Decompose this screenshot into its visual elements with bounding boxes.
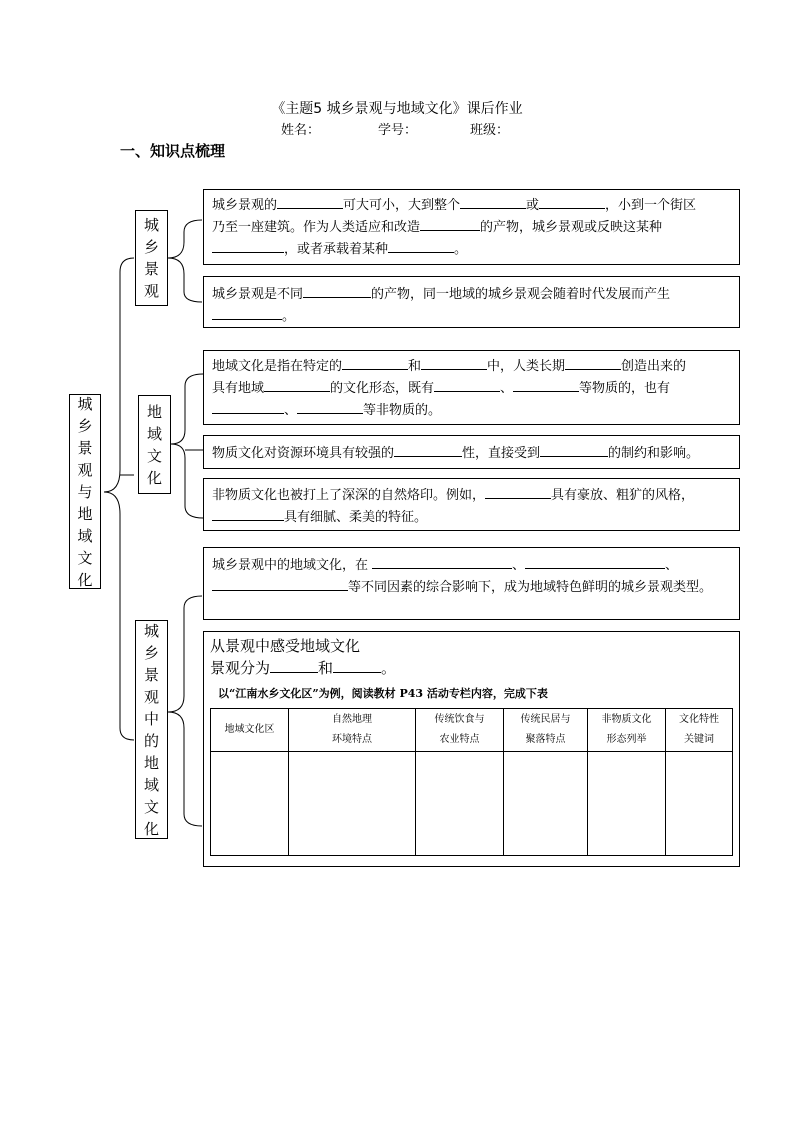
fill-blank[interactable] (212, 305, 282, 320)
header-text: 传统饮食与 (434, 714, 485, 725)
fill-blank[interactable] (212, 399, 284, 414)
text-segment: 地域文化是指在特定的 (212, 359, 343, 374)
branch-box-regional-culture-in-landscape (135, 620, 168, 839)
branch-char: 化 (146, 468, 162, 487)
answer-cell[interactable] (289, 752, 416, 856)
text-segment: 城乡景观是不同 (212, 287, 304, 302)
fill-blank[interactable] (372, 554, 512, 569)
fill-blank[interactable] (565, 355, 621, 370)
culture-region-table (210, 708, 733, 856)
branch-char: 景 (143, 260, 159, 278)
branch-char: 文 (146, 446, 162, 465)
table-row (211, 752, 733, 856)
fill-blank[interactable] (342, 355, 408, 370)
branch-char: 城 (143, 621, 159, 640)
branch-char: 观 (143, 282, 159, 300)
fill-box-material-culture (203, 435, 740, 469)
text-segment: 、 (512, 558, 526, 573)
root-char: 观 (77, 460, 93, 479)
root-bracket (100, 180, 136, 750)
text-segment: 创造出来的 (621, 359, 687, 374)
answer-cell[interactable] (666, 752, 733, 856)
text-segment: 、 (500, 381, 514, 396)
text-segment: 中，人类长期 (487, 359, 566, 374)
header-text: 文化特性 (679, 714, 719, 725)
landscape-types-line (210, 658, 733, 679)
table-header-row (211, 709, 733, 752)
root-char: 文 (77, 548, 93, 567)
fill-blank[interactable] (525, 554, 665, 569)
branch2-bracket (171, 360, 205, 530)
root-char: 化 (77, 570, 93, 589)
fill-blank[interactable] (434, 377, 500, 392)
text-segment: 。 (381, 659, 397, 677)
student-id-label: 学号： (378, 123, 418, 138)
header-text: 非物质文化 (601, 714, 652, 725)
text-segment: 的文化形态，既有 (330, 381, 435, 396)
header-text: 聚落特点 (525, 734, 566, 745)
answer-cell[interactable] (504, 752, 588, 856)
table-header-cell (289, 709, 416, 752)
fill-box-regional-culture-definition (203, 350, 740, 425)
fill-blank[interactable] (212, 576, 348, 591)
root-char: 地 (77, 504, 93, 523)
fill-box-landscape-scale (203, 189, 740, 265)
root-char: 与 (77, 482, 93, 501)
text-segment: 和 (318, 659, 334, 677)
header-text: 关键词 (684, 734, 714, 745)
text-segment: 等物质的，也有 (579, 381, 671, 396)
fill-blank[interactable] (270, 658, 318, 673)
table-header-cell (211, 709, 289, 752)
branch-box-urban-rural-landscape (135, 210, 168, 306)
fill-blank[interactable] (460, 194, 526, 209)
text-segment: 具有细腻、柔美的特征。 (284, 510, 428, 525)
fill-blank[interactable] (333, 658, 381, 673)
worksheet-title: 《主题5 城乡景观与地域文化》课后作业 (271, 101, 523, 117)
text-segment: 非物质文化也被打上了深深的自然烙印。例如， (212, 488, 486, 503)
branch1-bracket (168, 180, 204, 330)
branch-char: 的 (143, 731, 159, 750)
fill-blank[interactable] (421, 355, 487, 370)
text-segment: ，小到一个街区 (605, 198, 697, 213)
fill-blank[interactable] (212, 506, 284, 521)
text-segment: 的产物，同一地域的城乡景观会随着时代发展而产生 (371, 287, 671, 302)
text-segment: 城乡景观中的地域文化，在 (212, 558, 369, 573)
table-header-cell (666, 709, 733, 752)
text-segment: 、 (665, 558, 679, 573)
fill-blank[interactable] (420, 216, 480, 231)
root-char: 景 (77, 438, 93, 457)
fill-blank[interactable] (539, 194, 605, 209)
branch-char: 化 (143, 819, 159, 838)
fill-blank[interactable] (513, 377, 579, 392)
text-segment: 具有豪放、粗犷的风格， (551, 488, 695, 503)
fill-blank[interactable] (264, 377, 330, 392)
table-header-cell (504, 709, 588, 752)
branch-char: 观 (143, 687, 159, 706)
text-segment: 景观分为 (210, 659, 271, 677)
name-label: 姓名： (281, 123, 321, 138)
answer-cell[interactable] (588, 752, 666, 856)
table-header-cell (588, 709, 666, 752)
fill-box-landscape-change (203, 276, 740, 328)
root-char: 城 (77, 394, 93, 413)
branch-box-regional-culture (138, 395, 171, 494)
text-segment: 。 (454, 242, 468, 257)
fill-blank[interactable] (394, 442, 462, 457)
root-topic-box (69, 394, 101, 589)
branch-char: 域 (146, 424, 162, 443)
header-text: 环境特点 (332, 734, 372, 745)
text-segment: ，或者承载着某种 (284, 242, 389, 257)
branch-char: 域 (143, 775, 159, 794)
header-text: 自然地理 (332, 714, 372, 725)
text-segment: 。 (282, 309, 296, 324)
text-segment: 的产物，城乡景观或反映这某种 (480, 220, 663, 235)
table-header-cell (416, 709, 504, 752)
branch-char: 地 (143, 753, 159, 772)
text-segment: 乃至一座建筑。作为人类适应和改造 (212, 220, 421, 235)
text-segment: 性，直接受到 (462, 446, 541, 461)
header-text: 地域文化区 (224, 724, 275, 735)
text-segment: 物质文化对资源环境具有较强的 (212, 446, 395, 461)
fill-box-nonmaterial-culture (203, 478, 740, 531)
section-heading: 一、知识点梳理 (120, 142, 226, 160)
branch-char: 城 (143, 216, 159, 234)
branch-char: 中 (143, 709, 159, 728)
text-segment: 等非物质的。 (363, 403, 442, 418)
text-segment: 等不同因素的综合影响下，成为地域特色鲜明的城乡景观类型。 (348, 580, 713, 595)
text-segment: 的制约和影响。 (608, 446, 700, 461)
text-segment: 可大可小，大到整个 (343, 198, 461, 213)
fill-blank[interactable] (388, 238, 454, 253)
answer-cell[interactable] (416, 752, 504, 856)
text-segment: 、 (284, 403, 298, 418)
fill-blank[interactable] (540, 442, 608, 457)
fill-blank[interactable] (212, 238, 284, 253)
text-segment: 具有地域 (212, 381, 265, 396)
fill-box-landscape-factors (203, 547, 740, 620)
class-label: 班级： (470, 123, 510, 138)
text-segment: 城乡景观的 (212, 198, 278, 213)
branch-char: 地 (146, 402, 162, 421)
branch-char: 文 (143, 797, 159, 816)
root-char: 域 (77, 526, 93, 545)
branch-char: 景 (143, 665, 159, 684)
text-segment: 和 (408, 359, 422, 374)
fill-blank[interactable] (297, 399, 363, 414)
branch-char: 乡 (143, 238, 159, 256)
fill-blank[interactable] (485, 484, 551, 499)
header-text: 形态列举 (606, 734, 647, 745)
activity-instruction: 以“江南水乡文化区”为例，阅读教材 P43 活动专栏内容，完成下表 (218, 687, 548, 700)
activity-subtitle: 从景观中感受地域文化 (210, 637, 361, 655)
fill-blank[interactable] (277, 194, 343, 209)
answer-cell[interactable] (211, 752, 289, 856)
header-text: 农业特点 (439, 734, 480, 745)
root-char: 乡 (77, 416, 93, 435)
branch-char: 乡 (143, 643, 159, 662)
fill-blank[interactable] (303, 283, 371, 298)
header-text: 传统民居与 (520, 714, 571, 725)
text-segment: 或 (526, 198, 540, 213)
branch3-bracket (168, 580, 204, 840)
landscape-culture-activity-box (203, 631, 740, 867)
